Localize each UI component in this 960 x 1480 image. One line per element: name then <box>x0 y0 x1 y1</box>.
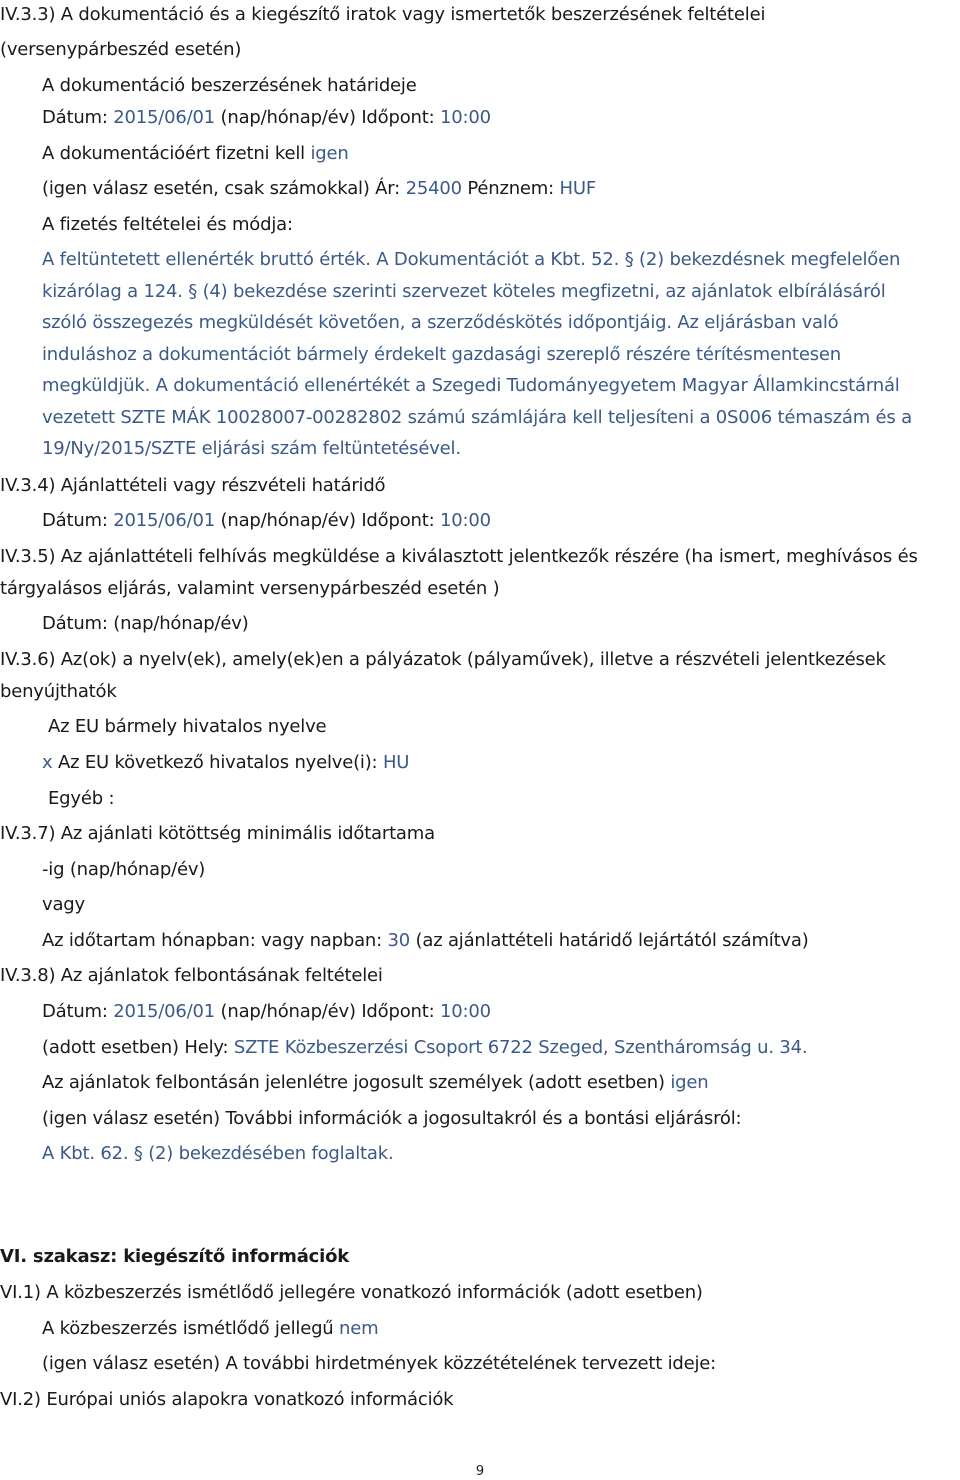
language-value: HU <box>382 752 410 773</box>
duration-label: Az időtartam hónapban: vagy napban: <box>42 930 388 951</box>
validity-until-line: -ig (nap/hónap/év) <box>42 859 206 880</box>
opening-place-line <box>42 1036 807 1060</box>
currency-value: HUF <box>559 178 596 199</box>
section-heading-iv-3-6: IV.3.6) Az(ok) a nyelv(ek), amely(ek)en a pályázatok (pályaművek), illetve a részvételi jelentkezések <box>0 649 886 670</box>
page-number: 9 <box>475 1464 485 1479</box>
date-value: 2015/06/01 <box>113 510 216 531</box>
deadline-date-line <box>42 106 491 130</box>
persons-value: igen <box>670 1072 709 1093</box>
section-heading-vi-2: VI.2) Európai uniós alapokra vonatkozó információk <box>0 1389 454 1410</box>
submission-date-line <box>42 509 491 533</box>
recurring-value: nem <box>339 1318 379 1339</box>
price-label: (igen válasz esetén, csak számokkal) Ár: <box>42 178 406 199</box>
payment-conditions-text: szóló összegezés megküldését követően, a szerződéskötés időpontjáig. Az eljárásban való <box>42 312 839 333</box>
price-line <box>42 177 596 201</box>
payment-conditions-text: 19/Ny/2015/SZTE eljárási szám feltüntetésével. <box>42 438 461 459</box>
section-heading-iv-3-8: IV.3.8) Az ajánlatok felbontásának feltételei <box>0 965 383 986</box>
time-value: 10:00 <box>439 510 491 531</box>
section-heading-iv-3-4: IV.3.4) Ajánlattételi vagy részvételi határidő <box>0 475 386 496</box>
opening-persons-line <box>42 1071 708 1095</box>
date-value: 2015/06/01 <box>113 107 216 128</box>
section-title-vi: VI. szakasz: kiegészítő információk <box>0 1246 350 1267</box>
place-value: SZTE Közbeszerzési Csoport 6722 Szeged, Szentháromság u. 34. <box>233 1037 808 1058</box>
date-format-label: (nap/hónap/év) Időpont: <box>215 1001 440 1022</box>
opening-info-value: A Kbt. 62. § (2) bekezdésében foglaltak. <box>42 1143 394 1164</box>
time-value: 10:00 <box>439 1001 491 1022</box>
date-format-label: (nap/hónap/év) Időpont: <box>215 510 440 531</box>
payment-conditions-text: megküldjük. A dokumentáció ellenértékét a Szegedi Tudományegyetem Magyar Államkincstárnál <box>42 375 900 396</box>
checked-mark: x <box>42 752 53 773</box>
duration-days-value: 30 <box>387 930 411 951</box>
date-format-label: (nap/hónap/év) Időpont: <box>215 107 440 128</box>
payment-value: igen <box>310 143 349 164</box>
place-label: (adott esetben) Hely: <box>42 1037 234 1058</box>
language-option-any-eu: Az EU bármely hivatalos nyelve <box>48 716 327 737</box>
recurring-timing-line: (igen válasz esetén) A további hirdetmények közzétételének tervezett ideje: <box>42 1353 717 1374</box>
section-heading-iv-3-5: IV.3.5) Az ajánlattételi felhívás megküldése a kiválasztott jelentkezők részére (ha ismert, meghívásos és <box>0 546 918 567</box>
opening-info-label: (igen válasz esetén) További információk a jogosultakról és a bontási eljárásról: <box>42 1108 742 1129</box>
validity-duration-line <box>42 929 809 953</box>
payment-conditions-text: A feltüntetett ellenérték bruttó érték. A Dokumentációt a Kbt. 52. § (2) bekezdésnek megfelelően <box>42 249 901 270</box>
payment-conditions-text: vezetett SZTE MÁK 10028007-00282802 számú számlájára kell teljesíteni a 0S006 témaszám és a <box>42 407 912 428</box>
payment-required-line <box>42 142 349 166</box>
section-heading-iv-3-5-cont: tárgyalásos eljárás, valamint versenypárbeszéd esetén ) <box>0 578 500 599</box>
recurring-line <box>42 1317 378 1341</box>
payment-label: A dokumentációért fizetni kell <box>42 143 311 164</box>
payment-conditions-label: A fizetés feltételei és módja: <box>42 214 293 235</box>
invitation-date-line: Dátum: (nap/hónap/év) <box>42 613 249 634</box>
section-heading-iv-3-7: IV.3.7) Az ajánlati kötöttség minimális időtartama <box>0 823 435 844</box>
section-heading-vi-1: VI.1) A közbeszerzés ismétlődő jellegére vonatkozó információk (adott esetben) <box>0 1282 703 1303</box>
date-label: Dátum: <box>42 1001 114 1022</box>
payment-conditions-text: kizárólag a 124. § (4) bekezdése szerinti szervezet köteles megfizetni, az ajánlatok elbírálásáról <box>42 281 886 302</box>
section-heading-iv-3-3-cont: (versenypárbeszéd esetén) <box>0 39 242 60</box>
payment-conditions-text: induláshoz a dokumentációt bármely érdekelt gazdasági szereplő részére térítésmentesen <box>42 344 842 365</box>
validity-or-line: vagy <box>42 894 85 915</box>
recurring-label: A közbeszerzés ismétlődő jellegű <box>42 1318 340 1339</box>
opening-date-line <box>42 1000 491 1024</box>
section-heading-iv-3-6-cont: benyújthatók <box>0 681 117 702</box>
subheading-deadline: A dokumentáció beszerzésének határideje <box>42 75 417 96</box>
date-label: Dátum: <box>42 107 114 128</box>
persons-label: Az ajánlatok felbontásán jelenlétre jogosult személyek (adott esetben) <box>42 1072 671 1093</box>
section-heading-iv-3-3: IV.3.3) A dokumentáció és a kiegészítő iratok vagy ismertetők beszerzésének feltételei <box>0 4 766 25</box>
time-value: 10:00 <box>439 107 491 128</box>
language-option-specific <box>42 751 409 775</box>
language-option-label: Az EU következő hivatalos nyelve(i): <box>52 752 383 773</box>
price-value: 25400 <box>405 178 462 199</box>
language-option-other: Egyéb : <box>48 788 115 809</box>
date-label: Dátum: <box>42 510 114 531</box>
duration-note: (az ajánlattételi határidő lejártától számítva) <box>410 930 809 951</box>
date-value: 2015/06/01 <box>113 1001 216 1022</box>
currency-label: Pénznem: <box>461 178 560 199</box>
